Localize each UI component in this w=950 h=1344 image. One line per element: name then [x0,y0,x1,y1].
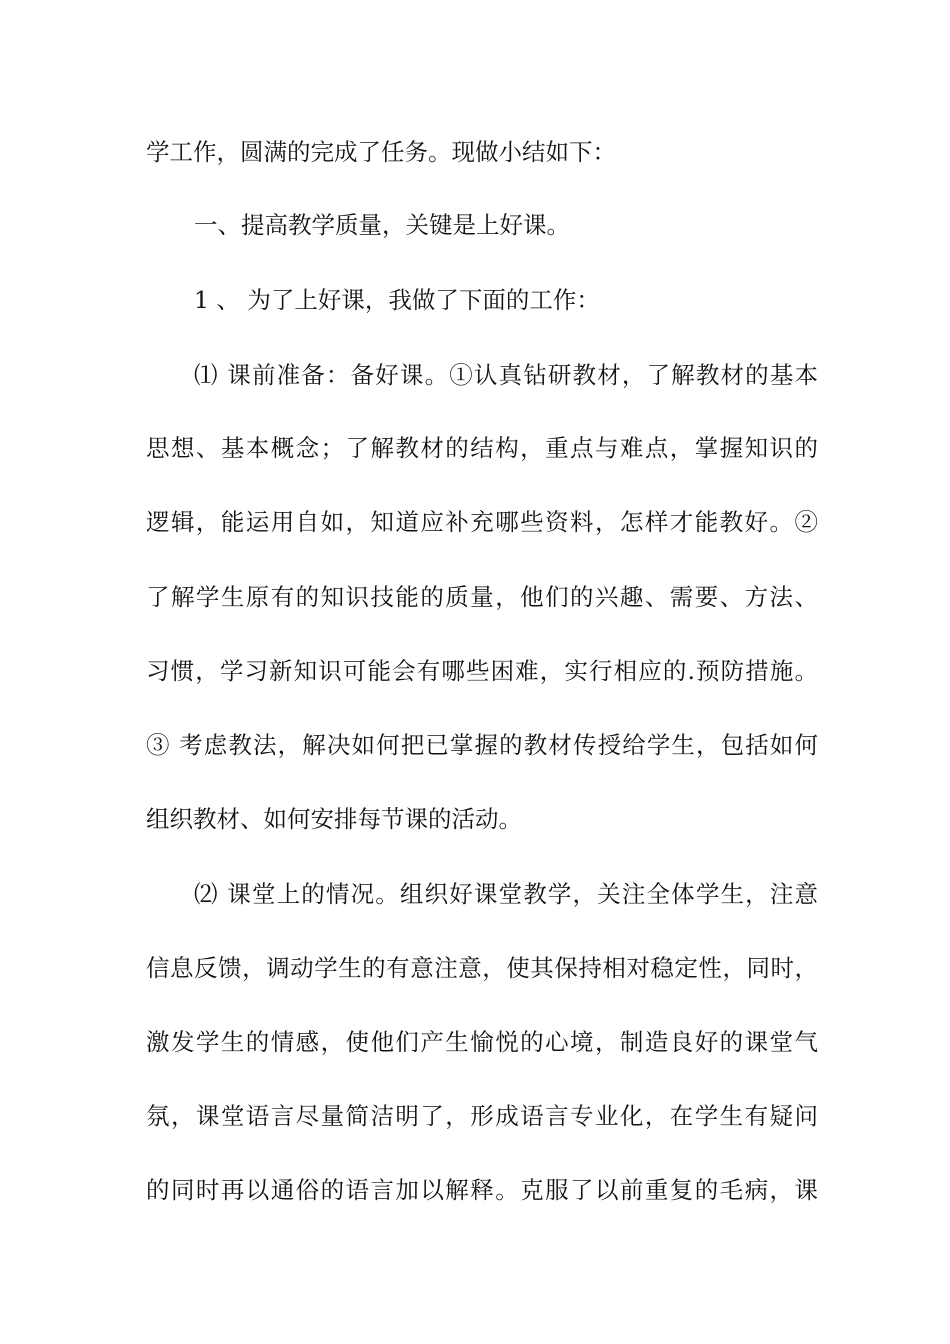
text-line: ⑴ 课前准备：备好课。①认真钻研教材，了解教材的基本 [194,361,818,389]
text-line: 了解学生原有的知识技能的质量，他们的兴趣、需要、方法、 [146,583,818,611]
text-line: 学工作，圆满的完成了任务。现做小结如下： [146,138,616,166]
text-line: 习惯，学习新知识可能会有哪些困难，实行相应的.预防措施。 [146,657,818,685]
section-heading: 一、提高教学质量，关键是上好课。 [194,211,570,239]
text-line: ③ 考虑教法，解决如何把已掌握的教材传授给学生，包括如何 [146,731,818,759]
text-line: 激发学生的情感，使他们产生愉悦的心境，制造良好的课堂气 [146,1028,818,1056]
text-line: 信息反馈，调动学生的有意注意，使其保持相对稳定性，同时， [146,954,818,982]
text-line: 组织教材、如何安排每节课的活动。 [146,805,522,833]
text-line: 的同时再以通俗的语言加以解释。克服了以前重复的毛病，课 [146,1176,818,1204]
text-line: 氛，课堂语言尽量简洁明了，形成语言专业化，在学生有疑问 [146,1102,818,1130]
subsection-heading: 1 、 为了上好课，我做了下面的工作： [194,286,600,314]
text-line: ⑵ 课堂上的情况。组织好课堂教学，关注全体学生，注意 [194,880,818,908]
text-line: 思想、基本概念；了解教材的结构，重点与难点，掌握知识的 [146,434,818,462]
text-line: 逻辑，能运用自如，知道应补充哪些资料，怎样才能教好。② [146,508,818,536]
